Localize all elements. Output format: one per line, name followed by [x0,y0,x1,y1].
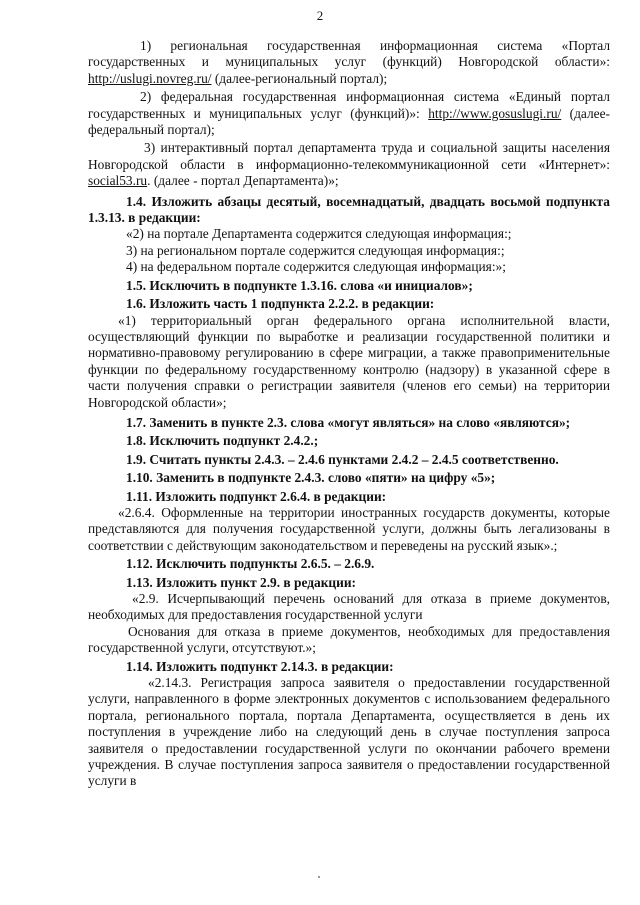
heading-1-11: 1.11. Изложить подпункт 2.6.4. в редакции: [126,488,387,504]
regional-portal-link[interactable]: http://uslugi.novreg.ru/ [88,70,212,86]
paragraph-text: (далее-региональный портал); [211,70,388,86]
paragraph-federal-portal [88,89,610,138]
paragraph-1-13-text-a: «2.9. Исчерпывающий перечень оснований для отказа в приеме документов, необходимых для предоставления государственной услуги [88,591,610,623]
heading-1-9: 1.9. Считать пункты 2.4.3. – 2.4.6 пунктами 2.4.2 – 2.4.5 соответственно. [126,451,559,467]
heading-1-13: 1.13. Изложить пункт 2.9. в редакции: [126,574,357,590]
paragraph-1-13-text-b: Основания для отказа в приеме документов, необходимых для предоставления государственной услуги, отсутствуют.»; [88,623,610,656]
heading-1-6: 1.6. Изложить часть 1 подпункта 2.2.2. в редакции: [126,296,435,312]
heading-1-14: 1.14. Изложить подпункт 2.14.3. в редакции: [126,658,394,674]
heading-1-12: 1.12. Исключить подпункты 2.6.5. – 2.6.9. [126,556,375,572]
paragraph-text: (далее-федеральный портал); [88,105,610,138]
heading-1-8: 1.8. Исключить подпункт 2.4.2.; [126,433,319,449]
paragraph-text: . (далее - портал Департамента)»; [147,173,339,189]
list-item: 3) на региональном портале содержится следующая информация:; [126,242,505,258]
document-body [88,38,610,790]
page-number: 2 [316,8,324,23]
heading-1-5: 1.5. Исключить в подпункте 1.3.16. слова «и инициалов»; [126,277,473,293]
heading-1-4: 1.4. Изложить абзацы десятый, восемнадцатый, двадцать восьмой подпункта 1.3.13. в редакции: [88,193,610,226]
paragraph-regional-portal [88,38,610,87]
paragraph-1-6-text: «1) территориальный орган федерального органа исполнительной власти, осуществляющий функции по выработке и реализации государственной политики и нормативно-правовому регулированию в сфере миграции, а также правоприменительные функции по федеральному государственному контролю (надзору) в указанной сфере в части получения справки о регистрации заявителя (членов его семьи) на территории Новгородской области»; [88,312,610,410]
list-item: 4) на федеральном портале содержится следующая информация:»; [126,259,506,275]
scan-speck [318,876,320,878]
paragraph-1-11-text: «2.6.4. Оформленные на территории иностранных государств документы, которые представляются для получения государственной услуги, должны быть легализованы в соответствии с действующим законодательством и переведены на русский язык».; [88,504,610,553]
paragraph-text: 3) интерактивный портал департамента труда и социальной защиты населения Новгородской области в информационно-телекоммуникационной сети «Интернет»: [88,140,610,172]
heading-1-7: 1.7. Заменить в пункте 2.3. слова «могут являться» на слово «являются»; [126,414,571,430]
department-portal-link[interactable]: social53.ru [88,173,148,189]
federal-portal-link[interactable]: http://www.gosuslugi.ru/ [428,105,562,121]
paragraph-text: 2) федеральная государственная информационная система «Единый портал государственных и муниципальных услуг (функций)»: [88,89,610,121]
paragraph-1-14-text: «2.14.3. Регистрация запроса заявителя о предоставлении государственной услуги, направленного в форме электронных документов с использованием федерального портала, регионального портала, портала Департамента, осуществляется в день их поступления в учреждение либо на следующий день в случае поступления запроса заявителя о предоставлении государственной услуги по окончании рабочего времени учреждения. В случае поступления запроса заявителя о предоставлении государственной услуги в [88,675,610,789]
list-item: «2) на портале Департамента содержится следующая информация:; [126,226,512,242]
paragraph-department-portal [88,140,610,189]
heading-1-10: 1.10. Заменить в подпункте 2.4.3. слово «пяти» на цифру «5»; [126,470,496,486]
paragraph-text: 1) региональная государственная информационная система «Портал государственных и муниципальных услуг (функций) Новгородской области»: [88,38,610,70]
